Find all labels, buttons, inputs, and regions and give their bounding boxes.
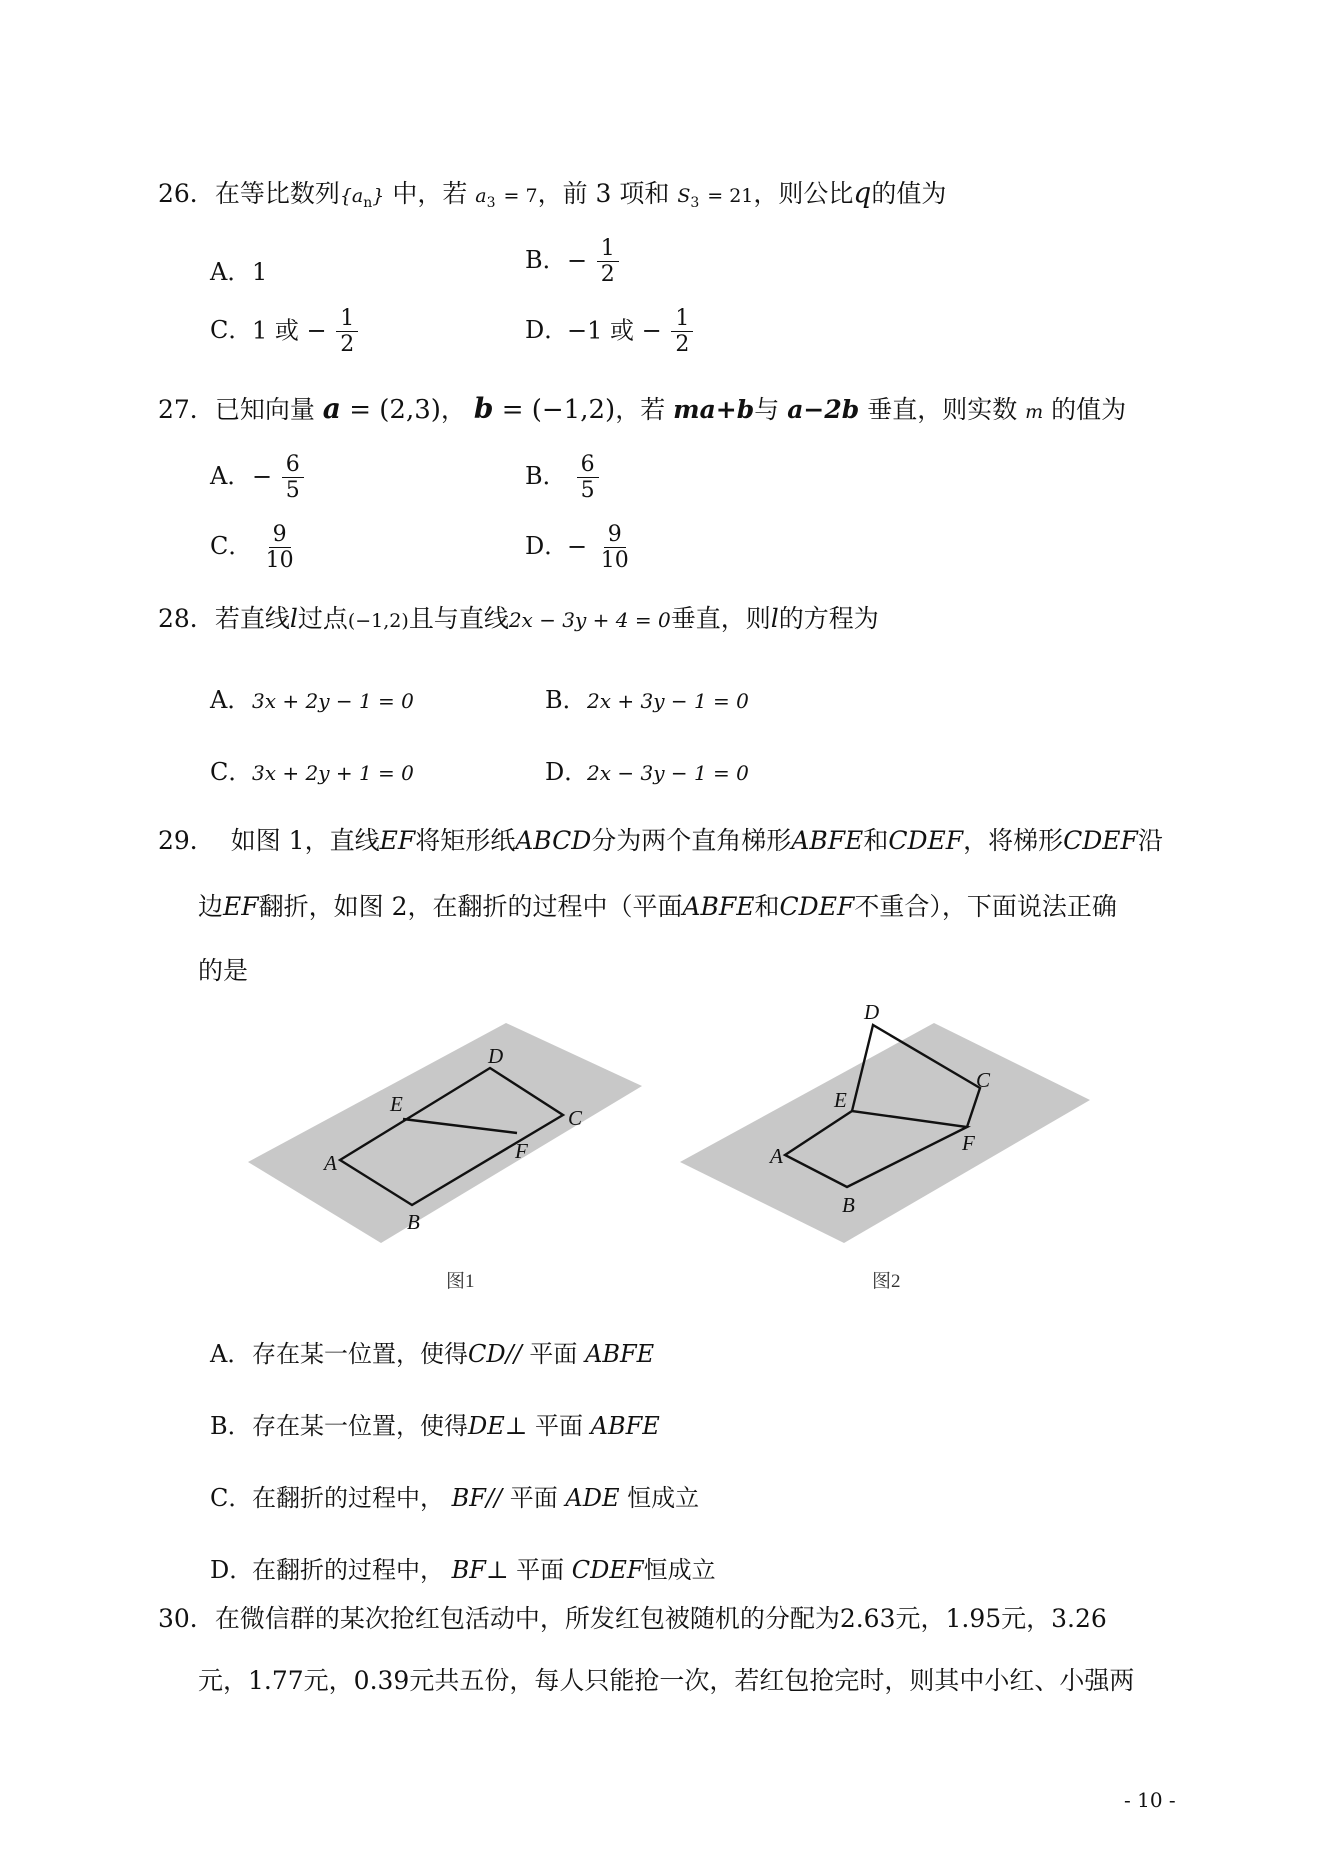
option-text: 平面 bbox=[529, 1340, 578, 1368]
label-d: D bbox=[488, 1044, 504, 1068]
figure-2-caption: 图2 bbox=[872, 1271, 901, 1292]
q26-text-2: 中，若 bbox=[392, 179, 468, 208]
option-relation: // bbox=[505, 1340, 522, 1368]
q29-option-a[interactable] bbox=[210, 1334, 654, 1369]
option-text: 在翻折的过程中， bbox=[252, 1556, 444, 1584]
q28-line-equation: 2x − 3y + 4 = 0 bbox=[508, 608, 671, 632]
q26-option-c[interactable] bbox=[210, 306, 360, 358]
q27-vector-a-value: = (2,3) bbox=[340, 395, 441, 425]
option-sign: − bbox=[567, 532, 588, 561]
q26-seq-a: a bbox=[351, 185, 364, 207]
option-sign: − bbox=[252, 462, 273, 491]
text: 边 bbox=[198, 892, 224, 921]
q27-option-c[interactable] bbox=[210, 522, 300, 574]
option-label: D． bbox=[525, 316, 569, 345]
option-math: BF bbox=[451, 1484, 486, 1512]
q30-line-2 bbox=[198, 1666, 1134, 1696]
q26-option-a[interactable] bbox=[210, 252, 267, 287]
fraction-denominator: 5 bbox=[285, 478, 300, 504]
q29-option-d[interactable] bbox=[210, 1550, 716, 1585]
q26-option-d[interactable] bbox=[525, 306, 695, 358]
q27-option-d[interactable] bbox=[525, 522, 635, 574]
q26-a3-var: a bbox=[475, 185, 487, 207]
option-text: 3x + 2y − 1 = 0 bbox=[252, 689, 414, 713]
option-relation: ⊥ bbox=[504, 1412, 528, 1440]
option-label: D． bbox=[545, 758, 589, 786]
q26-seq-open: { bbox=[339, 185, 352, 207]
label-b: B bbox=[842, 1193, 855, 1217]
q28-number: 28． bbox=[158, 604, 215, 633]
q26-seq-sub: n bbox=[363, 195, 373, 211]
text: 的是 bbox=[198, 956, 249, 985]
q28-stem bbox=[158, 604, 879, 634]
option-math: ADE bbox=[565, 1484, 620, 1512]
fraction-numerator: 9 bbox=[604, 522, 626, 548]
option-label: C． bbox=[210, 758, 253, 786]
option-label: A． bbox=[210, 462, 252, 491]
fraction-denominator: 10 bbox=[265, 548, 294, 574]
math-cdef: CDEF bbox=[779, 892, 855, 921]
option-math: CD bbox=[468, 1340, 506, 1368]
figure-1-caption: 图1 bbox=[446, 1271, 475, 1292]
q28-text-1: 若直线 bbox=[214, 604, 290, 633]
fraction-numerator: 1 bbox=[597, 236, 619, 262]
q28-text-4: 垂直，则 bbox=[670, 604, 771, 633]
q27-separator: ， bbox=[440, 395, 466, 424]
q30-line-1 bbox=[158, 1604, 1107, 1634]
q27-option-a[interactable] bbox=[210, 452, 306, 504]
q26-s3-value: = 21 bbox=[707, 185, 754, 207]
q26-text-5: 的值为 bbox=[871, 179, 947, 208]
option-relation: // bbox=[485, 1484, 503, 1512]
q27-expression-2: a−2b bbox=[787, 395, 860, 424]
fraction-denominator: 10 bbox=[600, 548, 629, 574]
text: 在微信群的某次抢红包活动中，所发红包被随机的分配为2.63元，1.95元，3.26 bbox=[214, 1604, 1107, 1633]
q27-vector-b: b bbox=[473, 392, 494, 425]
q27-text-4: 垂直，则实数 bbox=[867, 395, 1018, 424]
fraction-denominator: 5 bbox=[580, 478, 595, 504]
text: 不重合），下面说法正确 bbox=[854, 892, 1117, 921]
fraction-numerator: 1 bbox=[671, 306, 693, 332]
option-math: BF bbox=[451, 1556, 486, 1584]
fraction bbox=[597, 522, 633, 574]
label-e: E bbox=[390, 1092, 403, 1116]
math-ef: EF bbox=[379, 826, 416, 855]
q27-text-5: 的值为 bbox=[1051, 395, 1127, 424]
label-a: A bbox=[324, 1151, 337, 1175]
fraction-denominator: 2 bbox=[340, 332, 355, 358]
option-text: 存在某一位置，使得 bbox=[252, 1412, 468, 1440]
label-f: F bbox=[962, 1131, 975, 1155]
option-label: C． bbox=[210, 1484, 253, 1512]
q27-text-2: ，若 bbox=[615, 395, 666, 424]
option-label: B． bbox=[210, 1412, 252, 1440]
option-text: 3x + 2y + 1 = 0 bbox=[252, 761, 414, 785]
math-ef: EF bbox=[223, 892, 259, 921]
q27-text-1: 已知向量 bbox=[214, 395, 315, 424]
q27-vector-b-value: = (−1,2) bbox=[493, 395, 616, 425]
label-d: D bbox=[864, 1005, 880, 1024]
option-text: 平面 bbox=[509, 1484, 558, 1512]
q27-stem bbox=[158, 392, 1126, 426]
fraction-numerator: 6 bbox=[282, 452, 304, 478]
q28-text-2: 过点 bbox=[297, 604, 348, 633]
q29-line-1 bbox=[158, 826, 1163, 856]
option-text: 恒成立 bbox=[627, 1484, 700, 1512]
q28-option-a[interactable] bbox=[210, 680, 414, 715]
option-math: ABFE bbox=[585, 1340, 655, 1368]
q30-number: 30． bbox=[158, 1604, 215, 1633]
option-math: DE bbox=[468, 1412, 505, 1440]
option-text: 平面 bbox=[534, 1412, 583, 1440]
text: 将矩形纸 bbox=[415, 826, 516, 855]
q27-text-3: 与 bbox=[754, 395, 780, 424]
label-f: F bbox=[515, 1139, 528, 1163]
option-label: D． bbox=[210, 1556, 254, 1584]
q26-text-4: ，则公比 bbox=[753, 179, 854, 208]
q28-point: (−1,2) bbox=[347, 610, 409, 632]
q28-line-l: l bbox=[289, 604, 298, 633]
math-abcd: ABCD bbox=[515, 826, 592, 855]
label-a: A bbox=[770, 1144, 783, 1168]
q26-text-1: 在等比数列 bbox=[214, 179, 340, 208]
q29-option-b[interactable] bbox=[210, 1406, 660, 1441]
option-label: B． bbox=[545, 686, 587, 714]
text: 如图 1，直线 bbox=[230, 826, 380, 855]
fraction bbox=[262, 522, 298, 574]
option-text: 存在某一位置，使得 bbox=[252, 1340, 468, 1368]
q26-seq-close: } bbox=[372, 185, 385, 207]
option-text: 1 bbox=[252, 258, 268, 286]
q28-option-b[interactable] bbox=[545, 680, 749, 715]
option-prefix: −1 或 − bbox=[567, 316, 662, 345]
q28-option-c[interactable] bbox=[210, 752, 414, 787]
option-label: A． bbox=[210, 686, 252, 714]
q29-option-c[interactable] bbox=[210, 1478, 699, 1513]
option-text: 在翻折的过程中， bbox=[252, 1484, 444, 1512]
fraction bbox=[336, 306, 358, 358]
text: 和 bbox=[863, 826, 889, 855]
math-abfe: ABFE bbox=[791, 826, 864, 855]
text: 沿 bbox=[1137, 826, 1163, 855]
fraction bbox=[597, 236, 619, 288]
option-math: CDEF bbox=[571, 1556, 644, 1584]
q28-line-l2: l bbox=[770, 604, 779, 633]
option-text: 平面 bbox=[516, 1556, 565, 1584]
text: 元，1.77元，0.39元共五份，每人只能抢一次，若红包抢完时，则其中小红、小强两 bbox=[198, 1666, 1135, 1695]
q26-a3-value: = 7 bbox=[503, 185, 538, 207]
q29-number: 29． bbox=[158, 826, 215, 855]
fraction-denominator: 2 bbox=[600, 262, 615, 288]
q26-s3-var: S bbox=[677, 185, 691, 207]
label-b: B bbox=[407, 1210, 420, 1234]
q26-text-3: ，前 3 项和 bbox=[537, 179, 670, 208]
fraction-numerator: 1 bbox=[336, 306, 358, 332]
option-text: 2x + 3y − 1 = 0 bbox=[587, 689, 749, 713]
option-prefix: 1 或 − bbox=[252, 316, 327, 345]
math-abfe: ABFE bbox=[682, 892, 755, 921]
q28-text-5: 的方程为 bbox=[778, 604, 879, 633]
text: 分为两个直角梯形 bbox=[591, 826, 792, 855]
label-c: C bbox=[976, 1068, 991, 1092]
math-cdef: CDEF bbox=[888, 826, 964, 855]
q26-number: 26． bbox=[158, 179, 215, 208]
option-label: B． bbox=[525, 462, 567, 491]
q27-vector-a: a bbox=[322, 392, 341, 425]
q27-option-b[interactable] bbox=[525, 452, 601, 504]
fraction-numerator: 6 bbox=[577, 452, 599, 478]
q29-line-2 bbox=[198, 892, 1117, 922]
fraction-denominator: 2 bbox=[675, 332, 690, 358]
option-text: 恒成立 bbox=[643, 1556, 716, 1584]
q28-option-d[interactable] bbox=[545, 752, 749, 787]
fraction bbox=[671, 306, 693, 358]
q29-line-3 bbox=[198, 956, 248, 986]
q28-text-3: 且与直线 bbox=[408, 604, 509, 633]
q26-option-b[interactable] bbox=[525, 236, 621, 288]
option-text: 2x − 3y − 1 = 0 bbox=[587, 761, 749, 785]
text: ，将梯形 bbox=[963, 826, 1064, 855]
q27-expression-1: ma+b bbox=[673, 395, 755, 424]
q27-m-var: m bbox=[1025, 401, 1044, 423]
fraction bbox=[282, 452, 304, 504]
option-label: B． bbox=[525, 246, 567, 275]
q26-a3-sub: 3 bbox=[486, 195, 496, 211]
option-sign: − bbox=[567, 246, 588, 275]
label-e: E bbox=[834, 1088, 847, 1112]
option-label: D． bbox=[525, 532, 569, 561]
q26-q-var: q bbox=[853, 176, 872, 209]
math-cdef: CDEF bbox=[1063, 826, 1138, 855]
option-relation: ⊥ bbox=[485, 1556, 509, 1584]
q26-s3-sub: 3 bbox=[690, 195, 700, 211]
text: 翻折，如图 2，在翻折的过程中（平面 bbox=[258, 892, 683, 921]
option-label: C． bbox=[210, 532, 253, 561]
option-label: A． bbox=[210, 258, 252, 286]
q26-stem bbox=[158, 176, 946, 212]
page-number: - 10 - bbox=[1124, 1788, 1176, 1812]
label-c: C bbox=[568, 1106, 583, 1130]
option-math: ABFE bbox=[590, 1412, 660, 1440]
fraction-numerator: 9 bbox=[269, 522, 291, 548]
text: 和 bbox=[754, 892, 780, 921]
option-label: A． bbox=[210, 1340, 252, 1368]
q27-number: 27． bbox=[158, 395, 215, 424]
q29-figures bbox=[240, 1005, 1100, 1300]
fraction bbox=[577, 452, 599, 504]
option-label: C． bbox=[210, 316, 253, 345]
